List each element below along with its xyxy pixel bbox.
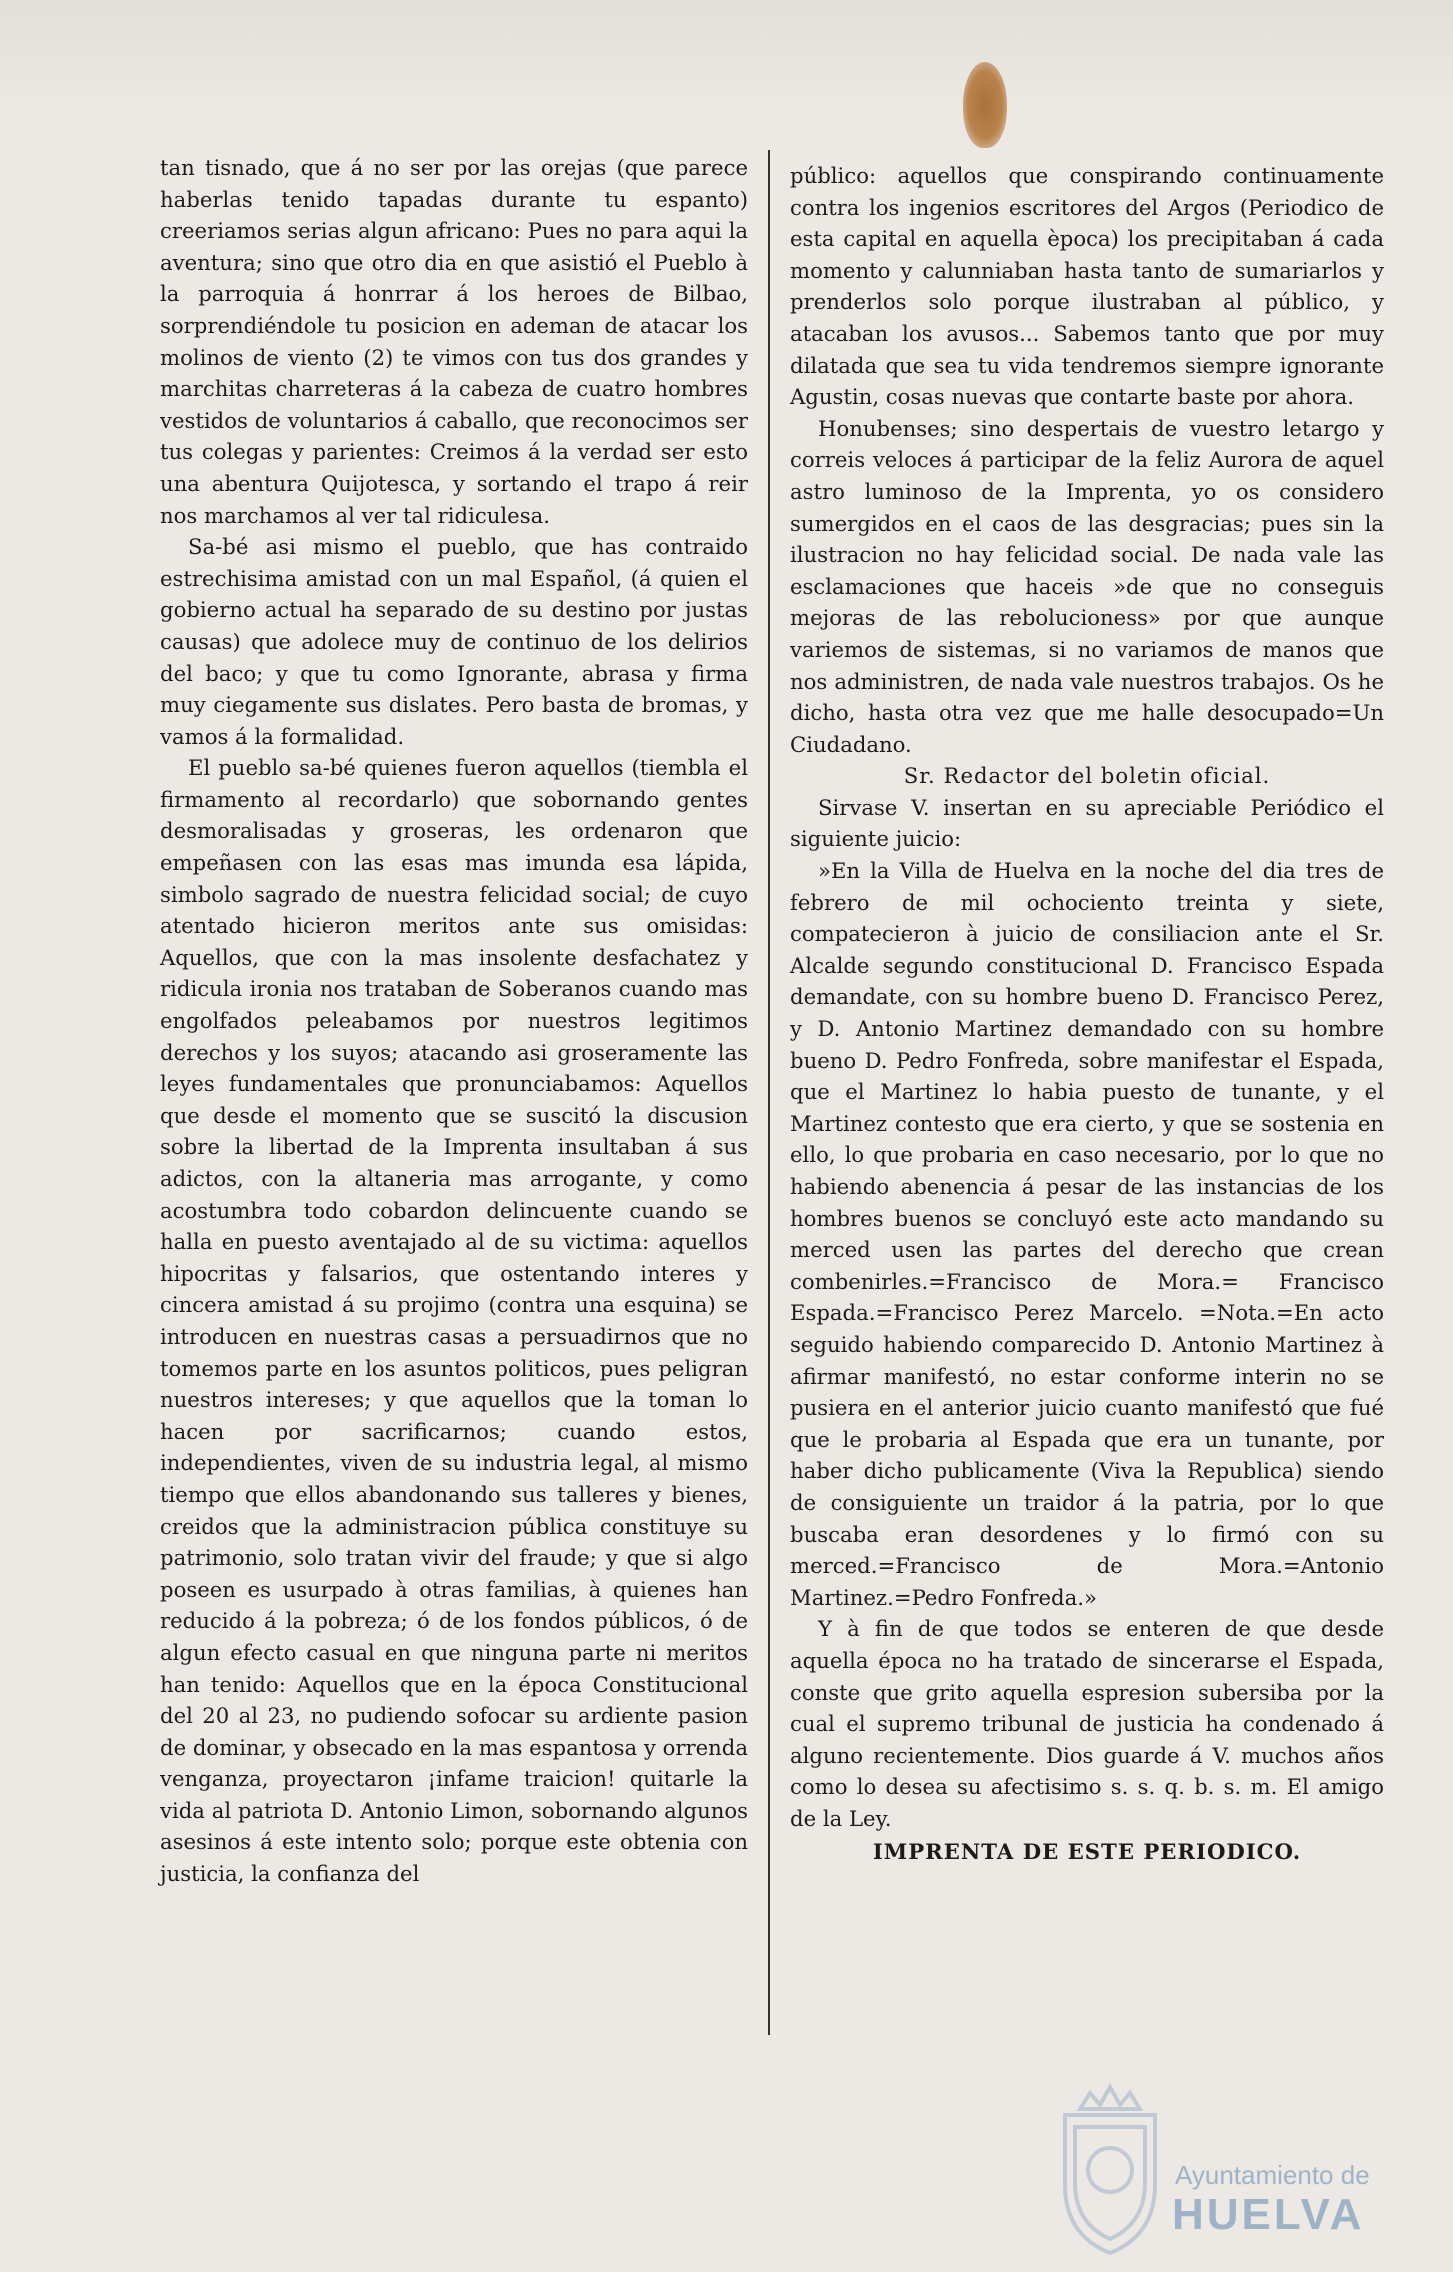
right-paragraph-1: público: aquellos que conspirando continuamente contra los ingenios escritores del Argos (Periodico de esta capital en aquella època) los precipitaban á cada momento y calunniaban hasta tanto de sumariarlos y prenderlos solo porque ilustraban al público, y atacaban los avusos... Sabemos tanto que por muy dilatada que sea tu vida tendremos siempre ignorante Agustin, cosas nuevas que contarte baste por ahora.	[790, 163, 1384, 410]
left-paragraph-1: tan tisnado, que á no ser por las orejas (que parece haberlas tenido tapadas durante tu espanto) creeriamos serias algun africano: Pues no para aqui la aventura; sino que otro dia en que asistió el Pueblo à la parroquia á honrrar á los heroes de Bilbao, sorprendiéndole tu posicion en ademan de atacar los molinos de viento (2) te vimos con tus dos grandes y marchitas charreteras á la cabeza de cuatro hombres vestidos de voluntarios á caballo, que reconocimos ser tus colegas y parientes: Creimos á la verdad ser esto una abentura Quijotesca, y sortando el trapo á reir nos marchamos al ver tal ridiculesa.	[160, 155, 748, 528]
right-paragraph-2: Honubenses; sino despertais de vuestro letargo y correis veloces á participar de la feliz Aurora de aquel astro luminoso de la Imprenta, yo os considero sumergidos en el caos de las desgracias; pues sin la ilustracion no hay felicidad social. De nada vale las esclamaciones que haceis »de que no conseguis mejoras de las rebolucioness» por que aunque variemos de sistemas, si no variamos de manos que nos administren, de nada vale nuestros trabajos. Os he dicho, hasta otra vez que me halle desocupado=Un Ciudadano.	[790, 415, 1384, 757]
right-paragraph-4: »En la Villa de Huelva en la noche del dia tres de febrero de mil ochociento treinta y siete, compatecieron à juicio de consiliacion ante el Sr. Alcalde segundo constitucional D. Francisco Espada demandate, con su hombre bueno D. Francisco Perez, y D. Antonio Martinez demandado con su hombre bueno D. Pedro Fonfreda, sobre manifestar el Espada, que el Martinez lo habia puesto de tunante, y el Martinez contesto que era cierto, y que se sostenia en ello, lo que probaria en caso necesario, por lo que no habiendo abenencia á pesar de las instancias de los hombres buenos se concluyó este acto mandando su merced usen las partes del derecho que crean combenirles.=Francisco de Mora.= Francisco Espada.=Francisco Perez Marcelo. =Nota.=En acto seguido habiendo comparecido D. Antonio Martinez à afirmar manifestó, no estar conforme interin no se pusiera en el anterior juicio cuanto manifestó que fué que le probaria al Espada que era un tunante, por haber dicho publicamente (Viva la Republica) siendo de consiguiente un traidor á la patria, por lo que buscaba eran desordenes y lo firmó con su merced.=Francisco de Mora.=Antonio Martinez.=Pedro Fonfreda.»	[790, 858, 1384, 1610]
left-paragraph-3: El pueblo sa-bé quienes fueron aquellos (tiembla el firmamento al recordarlo) que sobornando gentes desmoralisadas y groseras, les ordenaron que empeñasen con las esas mas imunda esa lápida, simbolo sagrado de nuestra felicidad social; de cuyo atentado hicieron meritos ante sus omisidas: Aquellos, que con la mas insolente desfachatez y ridicula ironia nos trataban de Soberanos cuando mas engolfados peleabamos por nuestros legitimos derechos y los suyos; atacando asi groseramente las leyes fundamentales que pronunciabamos: Aquellos que desde el momento que se suscitó la discusion sobre la libertad de la Imprenta insultaban á sus adictos, con la altaneria mas arrogante, y como acostumbra todo cobardon delincuente cuando se halla en puesto aventajado al de su victima: aquellos hipocritas y falsarios, que ostentando interes y cincera amistad á su projimo (contra una esquina) se introducen en nuestras casas a persuadirnos que no tomemos parte en los asuntos politicos, pues peligran nuestros intereses; y que aquellos que la toman lo hacen por sacrificarnos; cuando estos, independientes, viven de su industria legal, al mismo tiempo que ellos abandonando sus talleres y bienes, creidos que la administracion pública constituye su patrimonio, solo tratan vivir del fraude; y que si algo poseen es usurpado à otras familias, à quienes han reducido á la pobreza; ó de los fondos públicos, ó de algun efecto casual en que ninguna parte ni meritos han tenido: Aquellos que en la época Constitucional del 20 al 23, no pudiendo sofocar su ardiente pasion de dominar, y obsecado en la mas espantosa y orrenda venganza, proyectaron ¡infame traicion! quitarle la vida al patriota D. Antonio Limon, sobornando algunos asesinos á este intento solo; porque este obtenia con justicia, la confianza del	[160, 755, 748, 1887]
left-column	[160, 152, 748, 1890]
page-top-shading	[0, 0, 1453, 110]
printer-imprint: IMPRENTA DE ESTE PERIODICO.	[872, 1839, 1302, 1865]
watermark-line-2: HUELVA	[1172, 2190, 1365, 2239]
column-divider	[768, 150, 770, 2035]
right-paragraph-5: Y à fin de que todos se enteren de que desde aquella época no ha tratado de sincerarse el Espada, conste que grito aquella espresion subersiba por la cual el supremo tribunal de justicia ha condenado á alguno recientemente. Dios guarde á V. muchos años como lo desea su afectisimo s. s. q. b. s. m. El amigo de la Ley.	[790, 1616, 1384, 1831]
watermark-line-1: Ayuntamiento de	[1175, 2160, 1370, 2190]
left-paragraph-2: Sa-bé asi mismo el pueblo, que has contraido estrechisima amistad con un mal Español, (á quien el gobierno actual ha separado de su destino por justas causas) que adolece muy de continuo de los delirios del baco; y que tu como Ignorante, abrasa y firma muy ciegamente sus dislates. Pero basta de bromas, y vamos á la formalidad.	[160, 534, 748, 749]
ink-stain	[963, 62, 1007, 148]
right-paragraph-3: Sirvase V. insertan en su apreciable Periódico el siguiente juicio:	[790, 794, 1384, 852]
letter-heading: Sr. Redactor del boletin oficial.	[903, 763, 1271, 789]
right-column	[790, 160, 1384, 1868]
